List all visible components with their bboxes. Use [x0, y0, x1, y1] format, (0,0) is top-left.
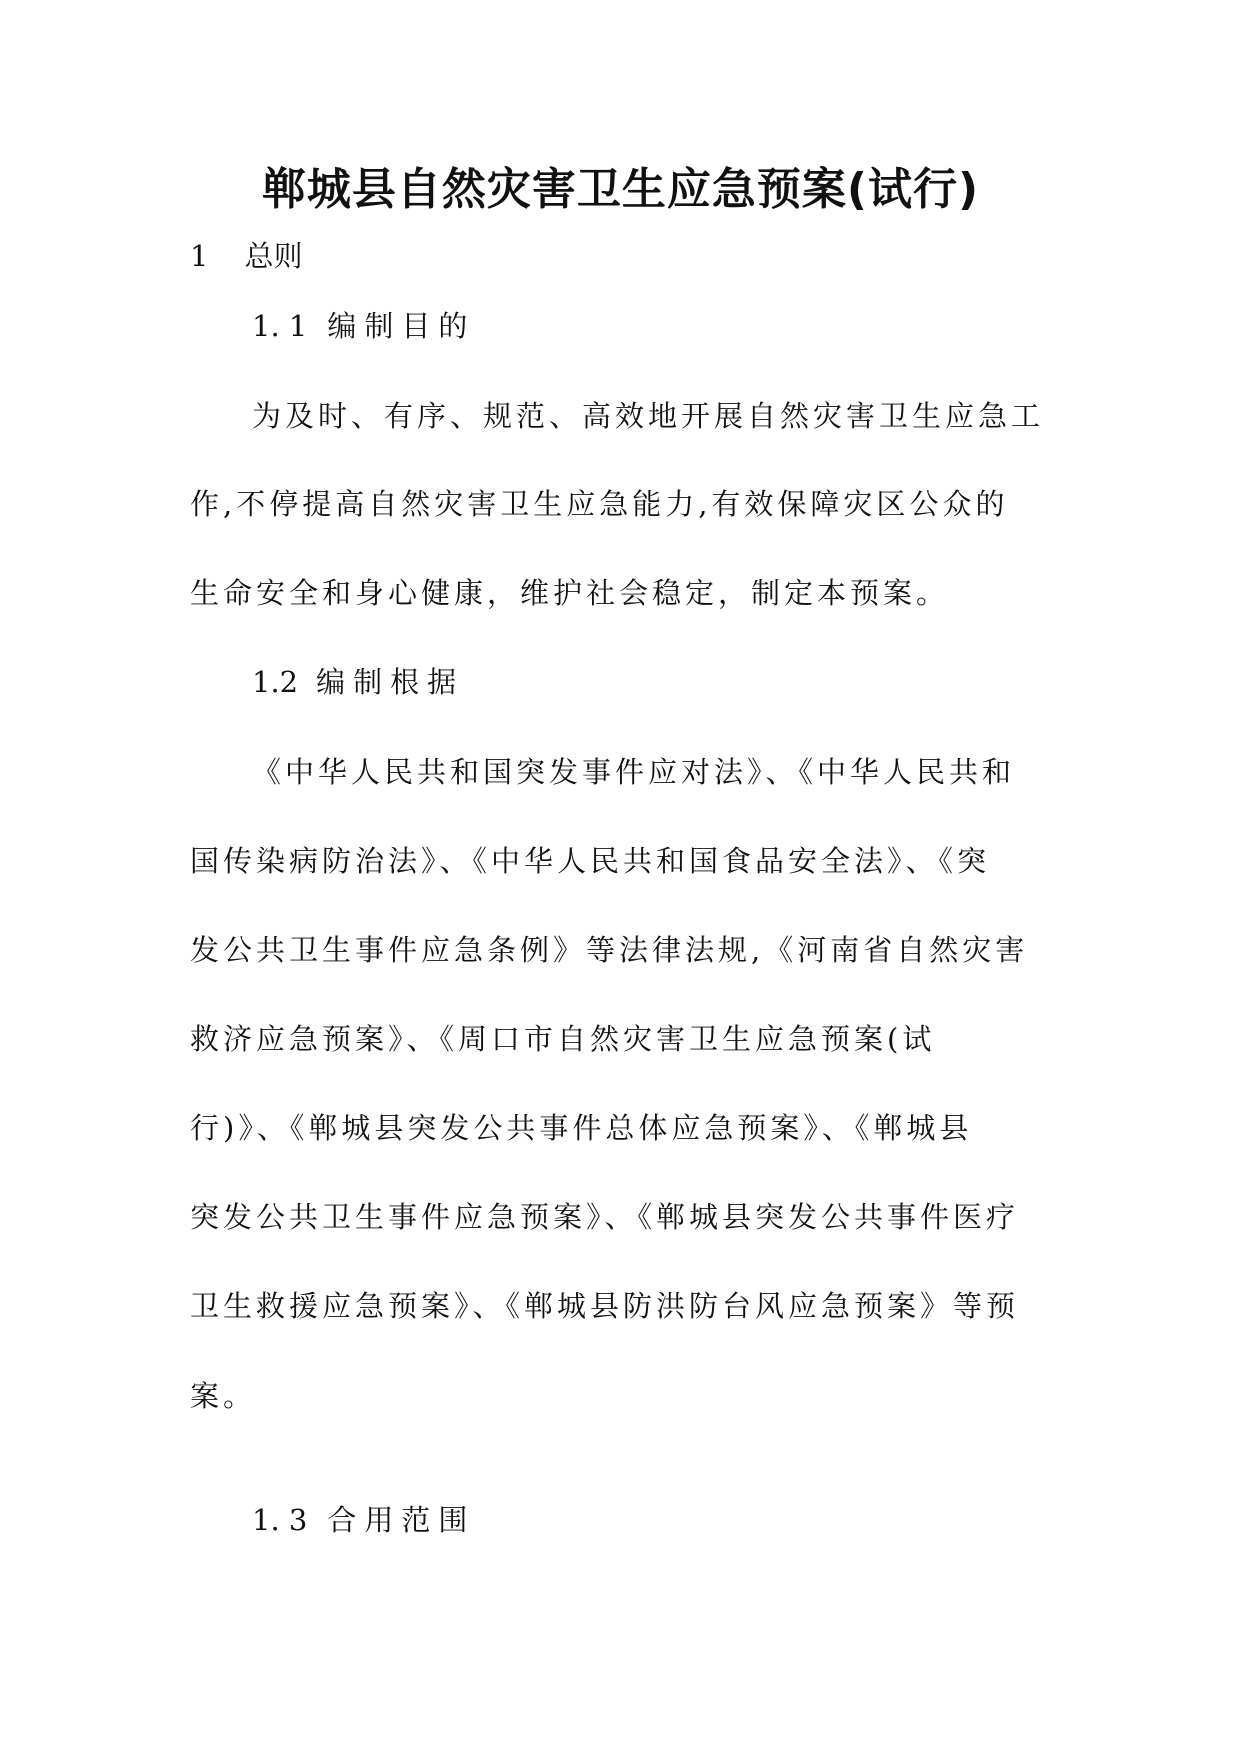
paragraph-line: 为及时、有序、规范、高效地开展自然灾害卫生应急工 [252, 399, 1045, 433]
paragraph-line: 生命安全和身心健康，维护社会稳定，制定本预案。 [190, 576, 950, 610]
paragraph-line: 案。 [190, 1379, 257, 1413]
section-label: 编制根据 [316, 665, 465, 699]
section-number: 1. 3 [252, 1503, 308, 1537]
paragraph-line: 《中华人民共和国突发事件应对法》、《中华人民共和 [252, 755, 1016, 789]
section-label: 编制目的 [327, 309, 476, 343]
section-number: 1.2 [252, 665, 299, 699]
section-number: 1. 1 [252, 309, 308, 343]
document-title: 郸城县自然灾害卫生应急预案(试行) [261, 164, 980, 215]
paragraph-line: 发公共卫生事件应急条例》等法律法规,《河南省自然灾害 [190, 933, 1029, 967]
paragraph-line: 救济应急预案》、《周口市自然灾害卫生应急预案(试 [190, 1022, 936, 1056]
section-heading-1 [190, 236, 302, 276]
section-label: 合用范围 [327, 1503, 476, 1537]
paragraph-line: 国传染病防治法》、《中华人民共和国食品安全法》、《突 [190, 844, 991, 878]
paragraph-line: 行)》、《郸城县突发公共事件总体应急预案》、《郸城县 [190, 1111, 973, 1145]
paragraph-line: 作,不停提高自然灾害卫生应急能力,有效保障灾区公众的 [190, 487, 1009, 521]
paragraph-line: 卫生救援应急预案》、《郸城县防洪防台风应急预案》等预 [190, 1289, 1020, 1323]
section-heading-1-2 [252, 662, 464, 702]
section-heading-1-3 [252, 1500, 475, 1540]
section-label: 总则 [244, 239, 303, 273]
paragraph-line: 突发公共卫生事件应急预案》、《郸城县突发公共事件医疗 [190, 1200, 1020, 1234]
section-heading-1-1 [252, 306, 475, 346]
section-number: 1 [190, 239, 209, 273]
